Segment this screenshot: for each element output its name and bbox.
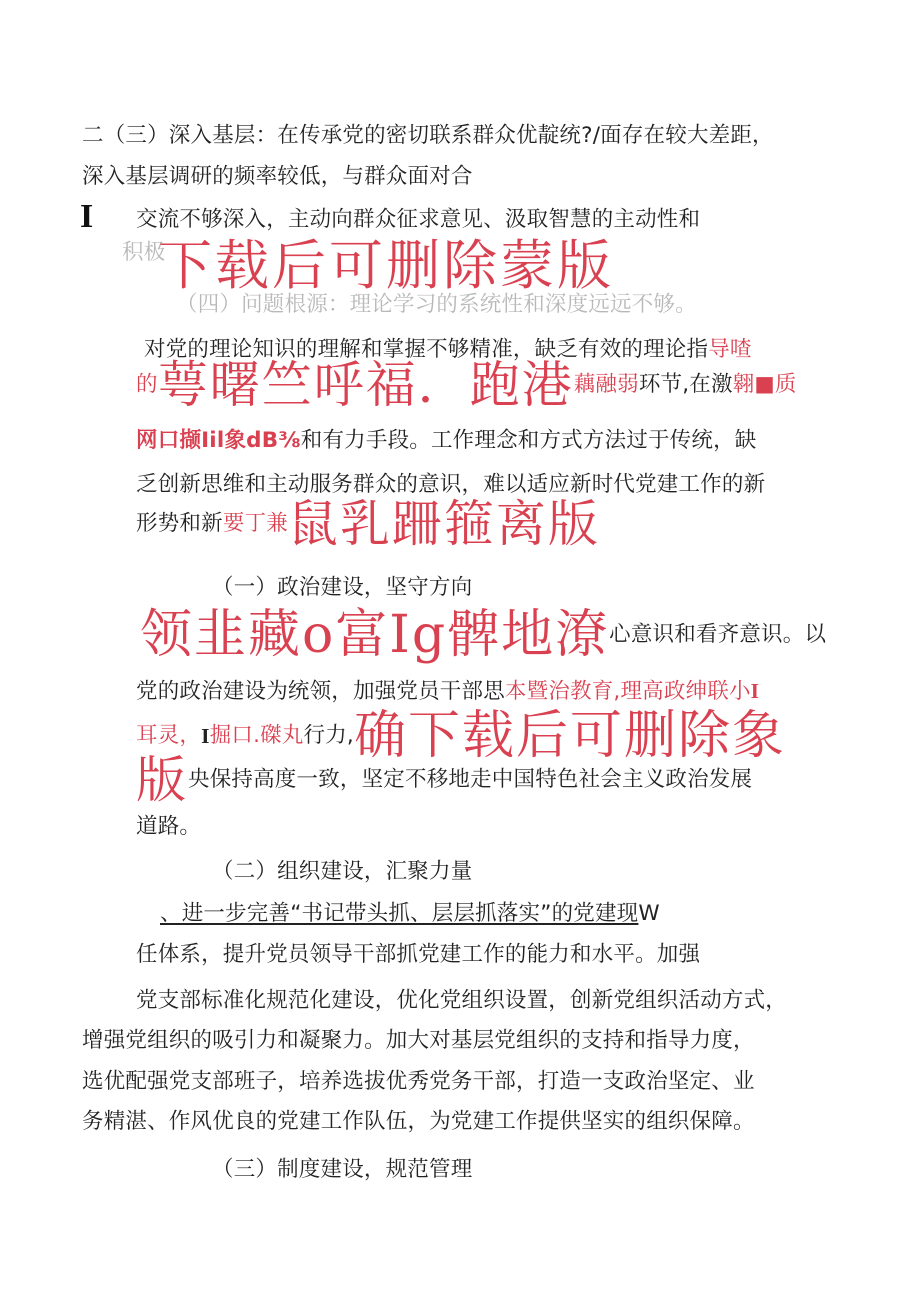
paragraph-text: 和有力手段。工作理念和方式方法过于传统，缺	[300, 428, 757, 453]
scan-artifact-mark: I	[201, 724, 210, 748]
paragraph-text: 心意识和看齐意识。以	[609, 622, 827, 647]
paragraph-line	[136, 676, 759, 707]
faded-heading: （四）问题根源：理论学习的系统性和深度远远不够。	[176, 292, 697, 317]
section-heading-organization: （二）组织建设，汇聚力量	[212, 859, 473, 884]
paragraph-line	[136, 496, 600, 552]
watermark-fragment: 本暨治教育,理高政绅联小	[504, 679, 751, 704]
paragraph-line: 深入基层调研的频率较低，与群众面对合	[82, 164, 473, 189]
watermark-fragment: 导喳	[708, 337, 752, 362]
paragraph-text: 环节,在激	[638, 372, 733, 397]
paragraph-line	[160, 899, 660, 929]
paragraph-text: 央保持高度一致，坚定不移地走中国特色社会主义政治发展	[188, 767, 753, 792]
paragraph-line: 党支部标准化规范化建设，优化党组织设置，创新党组织活动方式，	[136, 988, 788, 1013]
paragraph-line	[136, 426, 756, 456]
paragraph-line: 任体系，提升党员领导干部抓党建工作的能力和水平。加强	[136, 942, 701, 967]
paragraph-text: 对党的理论知识的理解和掌握不够精准，缺乏有效的理论指	[144, 337, 709, 362]
underlined-text: 、进一步完善“书记带头抓、层层抓落实”的党建现	[160, 901, 639, 926]
watermark-fragment: I	[750, 679, 760, 703]
paragraph-line	[140, 605, 826, 665]
paragraph-line: 二（三）深入基层：在传承党的密切联系群众优靛统?/面存在较大差距，	[82, 123, 774, 148]
watermark-fragment: 网口撷Iil象dB⅜	[136, 428, 301, 453]
faded-text: 积极	[122, 240, 166, 265]
watermark-text: 鼠乳跚箍离版	[287, 495, 600, 553]
paragraph-line: 选优配强党支部班子，培养选拔优秀党务干部，打造一支政治坚定、业	[82, 1069, 755, 1094]
watermark-text: 萼曙竺呼福．跑港	[157, 356, 574, 414]
watermark-text: 确下载后可删除象	[353, 706, 786, 766]
watermark-text: 下载后可删除蒙版	[158, 234, 614, 297]
paragraph-line: 交流不够深入，主动向群众征求意见、汲取智慧的主动性和	[136, 207, 701, 232]
watermark-fragment: 要丁兼	[222, 511, 288, 536]
paragraph-text: 党的政治建设为统领，加强党员干部思	[136, 679, 505, 704]
paragraph-line	[136, 357, 797, 413]
watermark-text: 版	[136, 751, 188, 809]
paragraph-text: 形势和新	[136, 511, 223, 536]
watermark-fragment: 的	[136, 372, 158, 397]
paragraph-line: 乏创新思维和主动服务群众的意识，难以适应新时代党建工作的新	[136, 472, 766, 497]
watermark-text: 领韭藏o富Ig髀地潦	[140, 605, 610, 665]
paragraph-text: 行力,	[303, 723, 354, 748]
paragraph-line: 增强党组织的吸引力和凝聚力。加大对基层党组织的支持和指导力度，	[82, 1028, 755, 1053]
section-heading-political: （一）政治建设，坚守方向	[212, 575, 473, 600]
paragraph-line: 务精湛、作风优良的党建工作队伍，为党建工作提供坚实的组织保障。	[82, 1109, 755, 1134]
paragraph-text: W	[638, 901, 660, 926]
section-heading-system: （三）制度建设，规范管理	[212, 1157, 473, 1182]
watermark-fragment: 耳灵，	[136, 723, 202, 748]
watermark-fragment: 掘口.磔丸	[209, 723, 304, 748]
paragraph-line	[136, 752, 752, 808]
watermark-fragment: 藕融弱	[573, 372, 639, 397]
watermark-fragment: 翱■质	[732, 372, 797, 397]
paragraph-line: 道路。	[136, 814, 202, 839]
scan-artifact-mark: I	[80, 198, 94, 235]
